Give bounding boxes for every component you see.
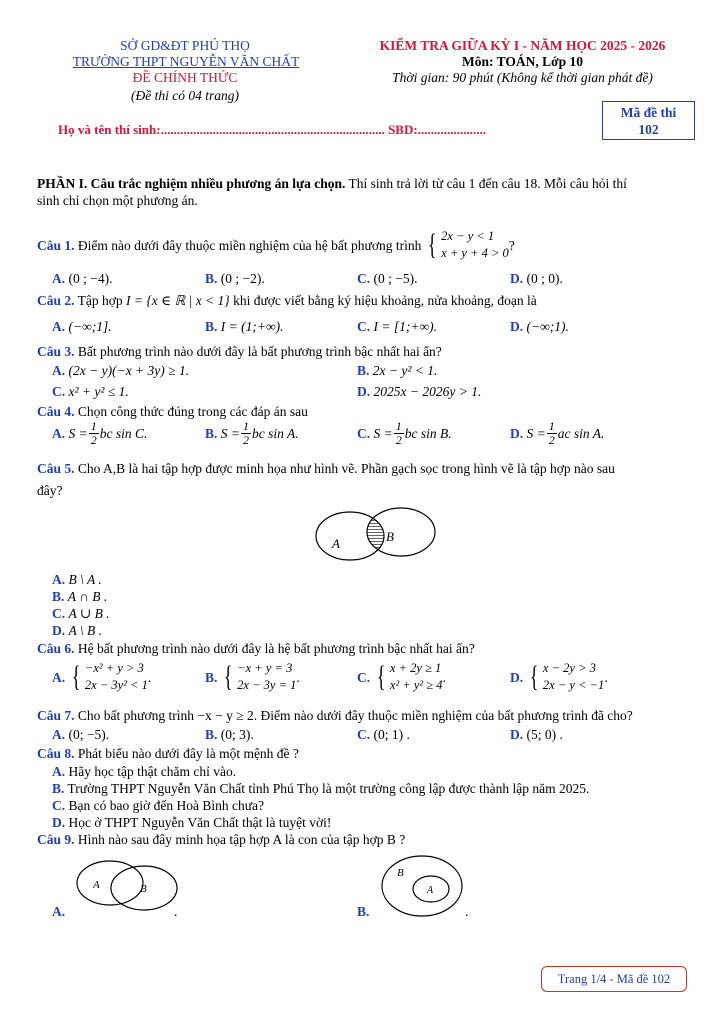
q9b-label-b: B: [397, 867, 404, 879]
q6-option-a[interactable]: A. { −x² + y > 3 2x − 3y² < 1 .: [52, 660, 152, 693]
part1-intro: [37, 175, 627, 192]
q7-option-c[interactable]: C. (0; 1) .: [357, 727, 410, 742]
exam-code-box: [602, 101, 695, 140]
q2-option-b[interactable]: B. I = (1;+∞).: [205, 319, 284, 334]
q9-option-a[interactable]: A.: [52, 904, 66, 919]
q3-option-d[interactable]: D. 2025x − 2026y > 1.: [357, 384, 482, 399]
q1-option-b[interactable]: B. (0 ; −2).: [205, 271, 265, 286]
q6-option-d[interactable]: D. { x − 2y > 3 2x − y < −1 .: [510, 660, 608, 693]
q7-option-b[interactable]: B. (0; 3).: [205, 727, 254, 742]
q5-set-a-label: A: [332, 536, 340, 551]
q1-system: { 2x − y < 1 x + y + 4 > 0: [427, 228, 509, 261]
exam-title: KIỂM TRA GIỮA KỲ I - NĂM HỌC 2025 - 2026: [379, 38, 666, 53]
question-9: Câu 9. Hình nào sau đây minh họa tập hợp A là con của tập hợp B ?: [37, 832, 406, 847]
q1-option-c[interactable]: C. (0 ; −5).: [357, 271, 418, 286]
q4-option-d[interactable]: D. S = $\frac{1}{2}$ ac sin A.: [510, 419, 605, 447]
q1-sys1: 2x − y < 1: [441, 229, 495, 243]
q5-text2: đây?: [37, 483, 63, 498]
q1-end: ?: [508, 237, 515, 253]
school-name: TRƯỜNG THPT NGUYỄN VĂN CHẤT: [72, 54, 300, 69]
q9-option-b-dot: .: [465, 904, 469, 919]
subject: Môn: TOÁN, Lớp 10: [462, 54, 583, 69]
exam-code-label: Mã đề thi: [620, 105, 677, 120]
question-1: [37, 228, 515, 262]
page-footer: Trang 1/4 - Mã đề 102: [557, 972, 671, 986]
q9-option-b-diagram: [378, 852, 468, 922]
q4-option-c[interactable]: C. S = $\frac{1}{2}$ bc sin B.: [357, 419, 452, 447]
q1-label: Câu 1.: [37, 237, 75, 253]
q2-set: I = {x ∈ ℝ | x < 1}: [126, 293, 230, 308]
q9-option-b[interactable]: B.: [357, 904, 370, 919]
q3-option-b[interactable]: B. 2x − y² < 1.: [357, 363, 438, 378]
part1-desc1: Thí sinh trả lời từ câu 1 đến câu 18. Mỗi câu hỏi thí: [345, 176, 627, 191]
question-5: Câu 5. Cho A,B là hai tập hợp được minh họa như hình vẽ. Phần gạch sọc trong hình vẽ là tập hợp nào sau: [37, 461, 615, 476]
candidate-line: Họ và tên thí sinh:..................................................................... SBD:.....................: [58, 122, 486, 137]
q9b-label-a: A: [427, 885, 434, 896]
official-label: ĐỀ CHÍNH THỨC: [132, 70, 238, 85]
q9b-set-b-ellipse: [382, 856, 462, 916]
q5-option-c[interactable]: C. A ∪ B .: [52, 606, 110, 621]
question-7: Câu 7. Cho bất phương trình −x − y ≥ 2. Điểm nào dưới đây thuộc miền nghiệm của bất phương trình đã cho?: [37, 708, 633, 723]
q8-option-c[interactable]: C. Bạn có bao giờ đến Hoà Bình chưa?: [52, 798, 265, 813]
q1-option-a[interactable]: A. (0 ; −4).: [52, 271, 113, 286]
question-3: Câu 3. Bất phương trình nào dưới đây là bất phương trình bậc nhất hai ẩn?: [37, 344, 442, 359]
q5-option-b[interactable]: B. A ∩ B .: [52, 589, 108, 604]
q2-option-a[interactable]: A. (−∞;1].: [52, 319, 112, 334]
q3-option-c[interactable]: C. x² + y² ≤ 1.: [52, 384, 129, 399]
q8-option-a[interactable]: A. Hãy học tập thật chăm chỉ vào.: [52, 764, 237, 779]
question-6: Câu 6. Hệ bất phương trình nào dưới đây là hệ bất phương trình bậc nhất hai ẩn?: [37, 641, 475, 656]
page-footer-box: [541, 966, 687, 992]
q5-set-b-label: B: [386, 529, 394, 544]
q5-option-d[interactable]: D. A \ B .: [52, 623, 102, 638]
q3-option-a[interactable]: A. (2x − y)(−x + 3y) ≥ 1.: [52, 363, 190, 378]
q9a-label-a: A: [93, 879, 100, 891]
q9-option-a-diagram: [70, 857, 180, 917]
q6-option-c[interactable]: C. { x + 2y ≥ 1 x² + y² ≥ 4 .: [357, 660, 446, 693]
q9a-label-b: B: [140, 883, 147, 895]
q9-option-a-dot: .: [174, 904, 178, 919]
q8-option-d[interactable]: D. Học ở THPT Nguyễn Văn Chất thật là tuyệt vời!: [52, 815, 332, 830]
q4-option-b[interactable]: B. S = $\frac{1}{2}$ bc sin A.: [205, 419, 299, 447]
question-4: Câu 4. Chọn công thức đúng trong các đáp án sau: [37, 404, 308, 419]
question-8: Câu 8. Phát biểu nào dưới đây là một mệnh đề ?: [37, 746, 299, 761]
q2-option-d[interactable]: D. (−∞;1).: [510, 319, 569, 334]
time-limit: Thời gian: 90 phút (Không kể thời gian phát đề): [392, 70, 653, 85]
q7-option-a[interactable]: A. (0; −5).: [52, 727, 110, 742]
q5-venn-diagram: [308, 502, 438, 566]
question-2: Câu 2. Tập hợp I = {x ∈ ℝ | x < 1} khi được viết bằng ký hiệu khoảng, nửa khoảng, đoạn là: [37, 293, 537, 308]
part1-desc2: sinh chỉ chọn một phương án.: [37, 193, 198, 208]
pages-note: (Đề thi có 04 trang): [131, 88, 239, 103]
q6-option-b[interactable]: B. { −x + y = 3 2x − 3y = 1 .: [205, 660, 300, 693]
q8-option-b[interactable]: B. Trường THPT Nguyễn Văn Chất tỉnh Phú Thọ là một trường công lập được thành lập năm 2025.: [52, 781, 590, 796]
q5-option-a[interactable]: A. B \ A .: [52, 572, 102, 587]
q1-sys2: x + y + 4 > 0: [441, 246, 509, 260]
q1-option-d[interactable]: D. (0 ; 0).: [510, 271, 563, 286]
part1-title: PHẦN I. Câu trắc nghiệm nhiều phương án lựa chọn.: [37, 176, 346, 191]
q4-option-a[interactable]: A. S = $\frac{1}{2}$ bc sin C.: [52, 419, 148, 447]
exam-code: 102: [638, 122, 659, 137]
q7-option-d[interactable]: D. (5; 0) .: [510, 727, 563, 742]
q2-option-c[interactable]: C. I = [1;+∞).: [357, 319, 437, 334]
q1-text: Điểm nào dưới đây thuộc miền nghiệm của hệ bất phương trình: [77, 237, 422, 253]
dept-name: SỞ GD&ĐT PHÚ THỌ: [120, 38, 250, 53]
